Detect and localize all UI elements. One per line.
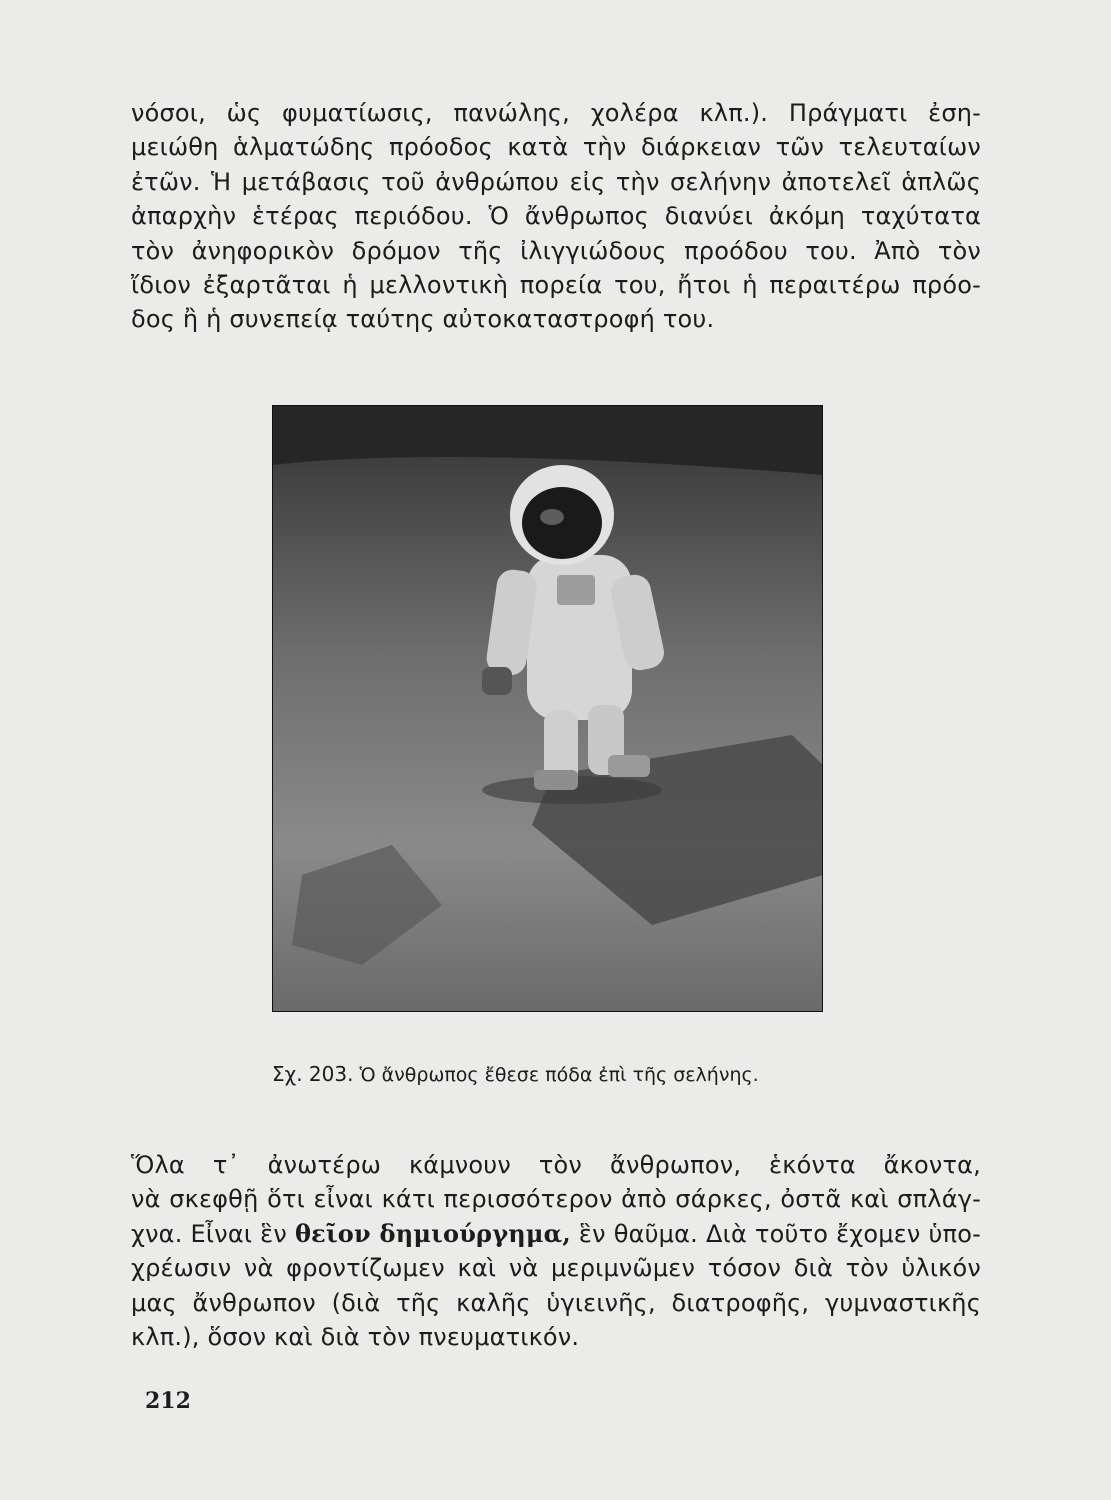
- caption-number: Σχ. 203.: [272, 1062, 354, 1086]
- text-segment: ἓν θαῦμα. Διὰ τοῦτο ἔχομεν ὑπο-: [570, 1219, 981, 1248]
- paragraph-bottom: [131, 1148, 981, 1354]
- text-line: μας ἄνθρωπον (διὰ τῆς καλῆς ὑγιεινῆς, διατροφῆς, γυμναστικῆς: [131, 1288, 981, 1317]
- moon-walk-illustration: [272, 405, 823, 1012]
- text-line: νὰ σκεφθῇ ὅτι εἶναι κάτι περισσότερον ἀπὸ σάρκες, ὀστᾶ καὶ σπλάγ-: [131, 1185, 981, 1214]
- paragraph-top: [131, 96, 981, 337]
- text-line: ἴδιον ἐξαρτᾶται ἡ μελλοντικὴ πορεία του, ἤτοι ἡ περαιτέρω πρόο-: [131, 271, 981, 300]
- text-line: τὸν ἀνηφορικὸν δρόμον τῆς ἰλιγγιώδους προόδου του. Ἀπὸ τὸν: [131, 236, 981, 265]
- text-line: ἀπαρχὴν ἑτέρας περιόδου. Ὁ ἄνθρωπος διανύει ἀκόμη ταχύτατα: [131, 202, 981, 231]
- text-segment: χνα. Εἶναι ἓν: [131, 1219, 295, 1248]
- text-line: νόσοι, ὡς φυματίωσις, πανώλης, χολέρα κλπ.). Πράγματι ἐση-: [131, 99, 981, 127]
- text-line: Ὅλα τ᾽ ἀνωτέρω κάμνουν τὸν ἄνθρωπον, ἑκόντα ἄκοντα,: [131, 1151, 981, 1179]
- text-line: χρέωσιν νὰ φροντίζωμεν καὶ νὰ μεριμνῶμεν τόσον διὰ τὸν ὑλικόν: [131, 1254, 981, 1283]
- text-line: κλπ.), ὅσον καὶ διὰ τὸν πνευματικόν.: [131, 1323, 580, 1352]
- page-number: 212: [145, 1388, 191, 1414]
- figure-caption: [272, 1062, 832, 1086]
- caption-text: Ὁ ἄνθρωπος ἔθεσε πόδα ἐπὶ τῆς σελήνης.: [359, 1064, 759, 1086]
- text-line: ἐτῶν. Ἡ μετάβασις τοῦ ἀνθρώπου εἰς τὴν σελήνην ἀποτελεῖ ἁπλῶς: [131, 167, 981, 196]
- text-line: μειώθη ἁλματώδης πρόοδος κατὰ τὴν διάρκειαν τῶν τελευταίων: [131, 133, 981, 162]
- bold-phrase: θεῖον δημιούργημα,: [294, 1218, 571, 1248]
- text-line: [131, 1217, 981, 1251]
- astronaut-photo: [272, 405, 823, 1012]
- text-line: δος ἢ ἡ συνεπείᾳ ταύτης αὐτοκαταστροφή του.: [131, 305, 715, 334]
